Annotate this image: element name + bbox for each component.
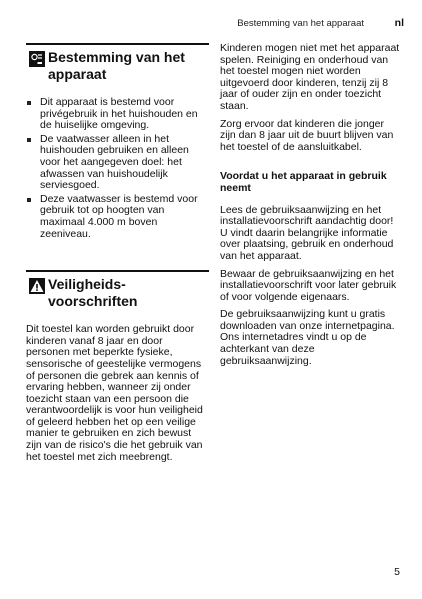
keep-manual-paragraph: Bewaar de gebruiksaanwijzing en het installatievoorschrift voor later gebruik of voor volgende eigenaars.: [220, 267, 397, 303]
children-age-paragraph: Zorg ervoor dat kinderen die jonger zijn dan 8 jaar uit de buurt blijven van het toestel of de aansluitkabel.: [220, 117, 394, 153]
section-intended-use: [26, 43, 209, 83]
list-item: Deze vaatwasser is bestemd voor gebruik tot op hoogten van maximaal 4.000 m boven zeeniveau.: [26, 194, 209, 240]
intended-use-list: [26, 97, 209, 240]
header-section-title: Bestemming van het apparaat: [237, 18, 364, 29]
dishwasher-symbol-icon: [29, 51, 45, 67]
list-item: Dit apparaat is bestemd voor privégebruik in het huishouden en de huiselijke omgeving.: [26, 97, 209, 132]
read-manual-paragraph: Lees de gebruiksaanwijzing en het installatievoorschrift aandachtig door! U vindt daarin belangrijke informatie over plaatsing, gebruik en onderhoud van het apparaat.: [220, 203, 394, 262]
page-header: [0, 15, 422, 35]
warning-triangle-icon: [29, 278, 45, 294]
left-column: [26, 43, 209, 468]
before-use-heading: Voordat u het apparaat in gebruik neemt: [220, 170, 387, 194]
children-paragraph: Kinderen mogen niet met het apparaat spelen. Reiniging en onderhoud van het toestel mogen niet worden uitgevoerd door kinderen, tenzij zij 8 jaar of ouder zijn en onder toezicht staan.: [220, 42, 400, 112]
safety-paragraph: Dit toestel kan worden gebruikt door kinderen vanaf 8 jaar en door personen met beperkte fysieke, sensorische of geestelijke vermogens of personen die gebrek aan kennis of ervaring hebben, wanneer zij onder toezicht staan van een persoon die verantwoordelijk is voor hun veiligheid of geleerd hebben het op een veilige manier te gebruiken en zich bewust zijn van de risico's die het gebruik van het toestel met zich meebrengt.: [26, 323, 203, 463]
section-title-intended-use: Bestemming van het apparaat: [48, 49, 185, 82]
header-language: nl: [394, 17, 404, 29]
download-manual-paragraph: De gebruiksaanwijzing kunt u gratis downloaden van onze internetpagina. Ons internetadres vindt u op de achterkant van deze gebruiksaanwijzing.: [220, 308, 395, 367]
list-item: De vaatwasser alleen in het huishouden gebruiken en alleen voor het aangegeven doel: het afwassen van huishoudelijk serviesgoed.: [26, 134, 209, 192]
section-title-safety: Veiligheids-voorschriften: [48, 276, 138, 310]
section-safety: [26, 270, 209, 310]
page-number: 5: [394, 566, 400, 578]
right-column: [220, 43, 400, 373]
